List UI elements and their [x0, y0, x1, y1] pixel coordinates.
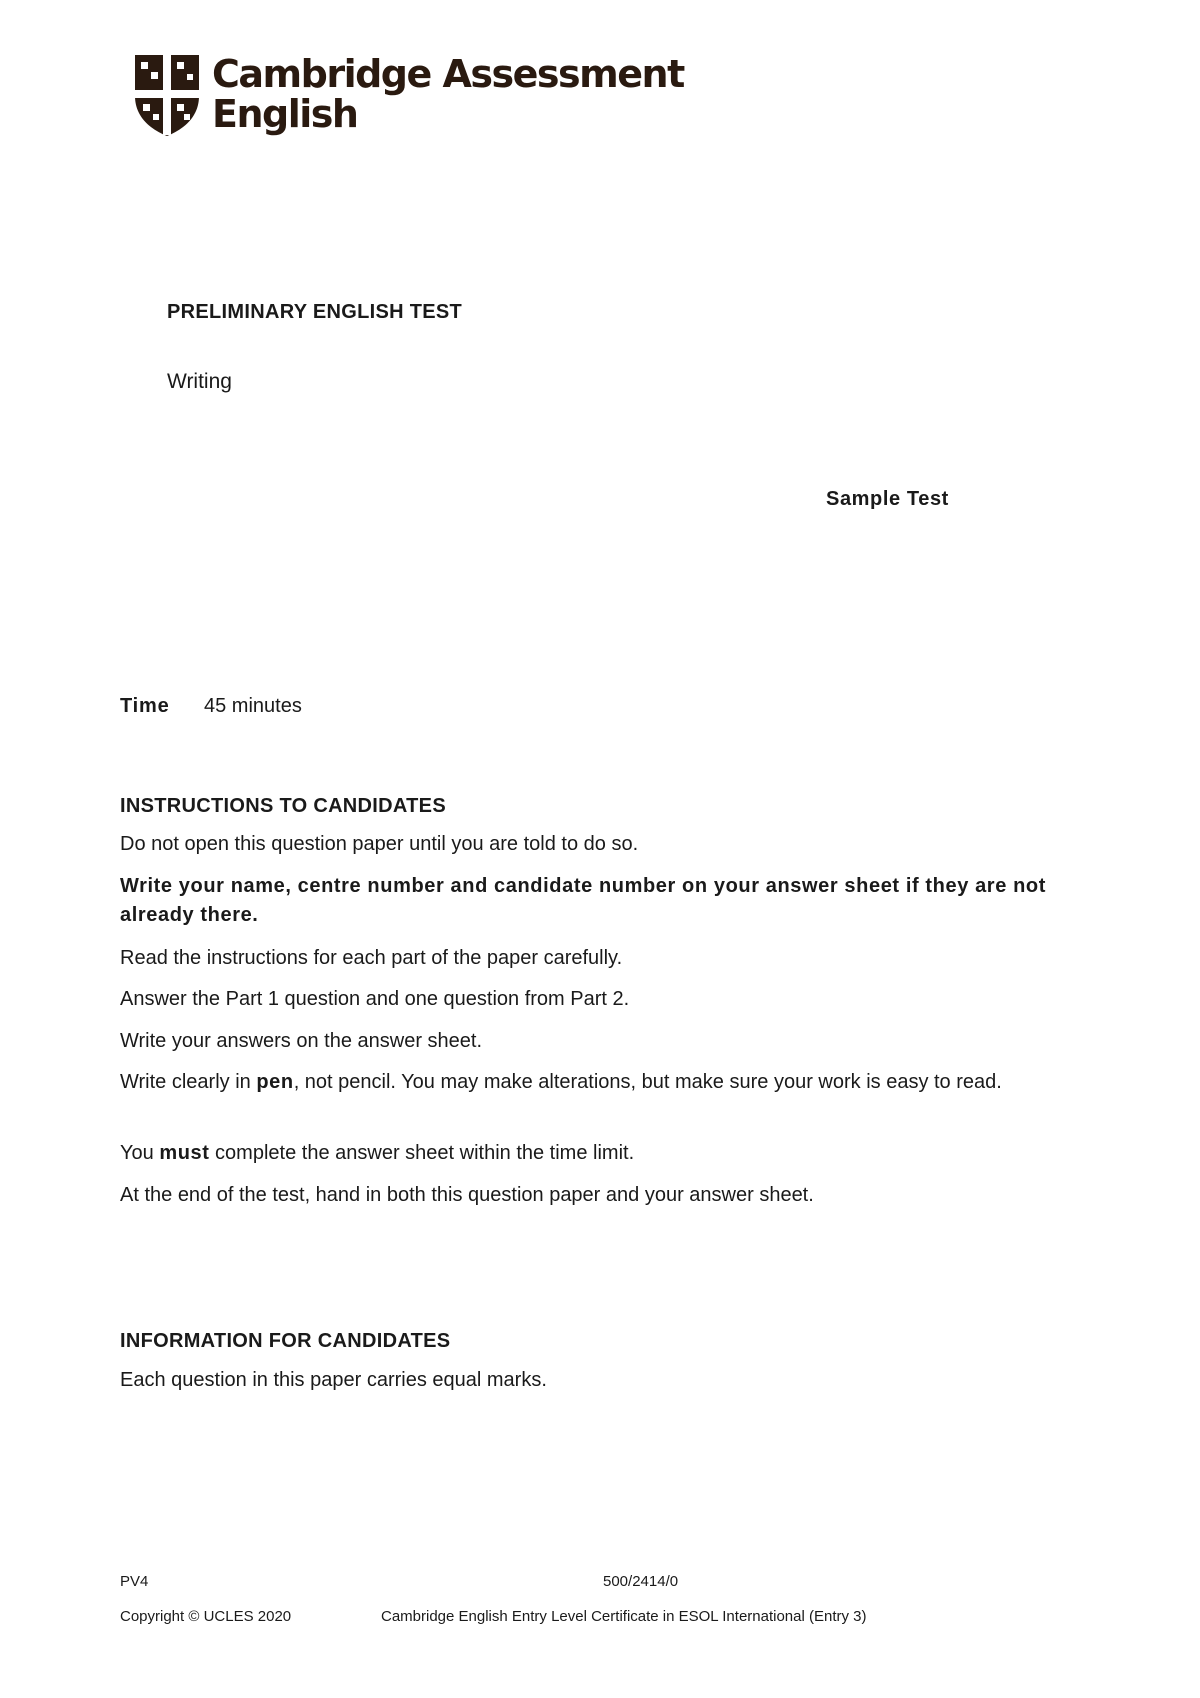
instruction-line: Do not open this question paper until you are told to do so.	[120, 833, 639, 855]
instruction-text: , not pencil. You may make alterations, but make sure your work is easy to read.	[293, 1071, 1002, 1093]
instruction-text: Write clearly in	[120, 1071, 257, 1093]
instruction-emphasis: pen	[256, 1071, 294, 1093]
copyright: Copyright © UCLES 2020	[120, 1608, 292, 1625]
instruction-line	[120, 1139, 1100, 1168]
instructions-heading: INSTRUCTIONS TO CANDIDATES	[120, 795, 446, 817]
information-line: Each question in this paper carries equal marks.	[120, 1369, 547, 1391]
paper-code-right: 500/2414/0	[603, 1573, 679, 1590]
instruction-text: complete the answer sheet within the time limit.	[209, 1142, 635, 1164]
time-label: Time	[120, 695, 170, 717]
instruction-line: Read the instructions for each part of the paper carefully.	[120, 947, 623, 969]
instruction-line: Answer the Part 1 question and one question from Part 2.	[120, 988, 630, 1010]
paper-code-left: PV4	[120, 1573, 149, 1590]
instruction-text: You	[120, 1142, 160, 1164]
logo-text-line1: Cambridge Assessment	[212, 52, 684, 96]
instruction-line: At the end of the test, hand in both this question paper and your answer sheet.	[120, 1184, 814, 1206]
certificate-name: Cambridge English Entry Level Certificate in ESOL International (Entry 3)	[381, 1608, 867, 1625]
instruction-line-bold: Write your name, centre number and candidate number on your answer sheet if they are not already there.	[120, 875, 1046, 926]
time-value: 45 minutes	[204, 695, 302, 717]
information-heading: INFORMATION FOR CANDIDATES	[120, 1330, 451, 1352]
instruction-line	[120, 1068, 1100, 1097]
cambridge-logo	[132, 52, 684, 142]
logo-text-line2: English	[212, 92, 358, 136]
exam-subtitle: Writing	[167, 370, 232, 393]
instruction-emphasis: must	[159, 1142, 210, 1164]
instruction-line: Write your answers on the answer sheet.	[120, 1030, 483, 1052]
cambridge-shield-icon	[132, 52, 202, 138]
exam-title: PRELIMINARY ENGLISH TEST	[167, 301, 463, 323]
sample-test-label: Sample Test	[826, 488, 949, 510]
